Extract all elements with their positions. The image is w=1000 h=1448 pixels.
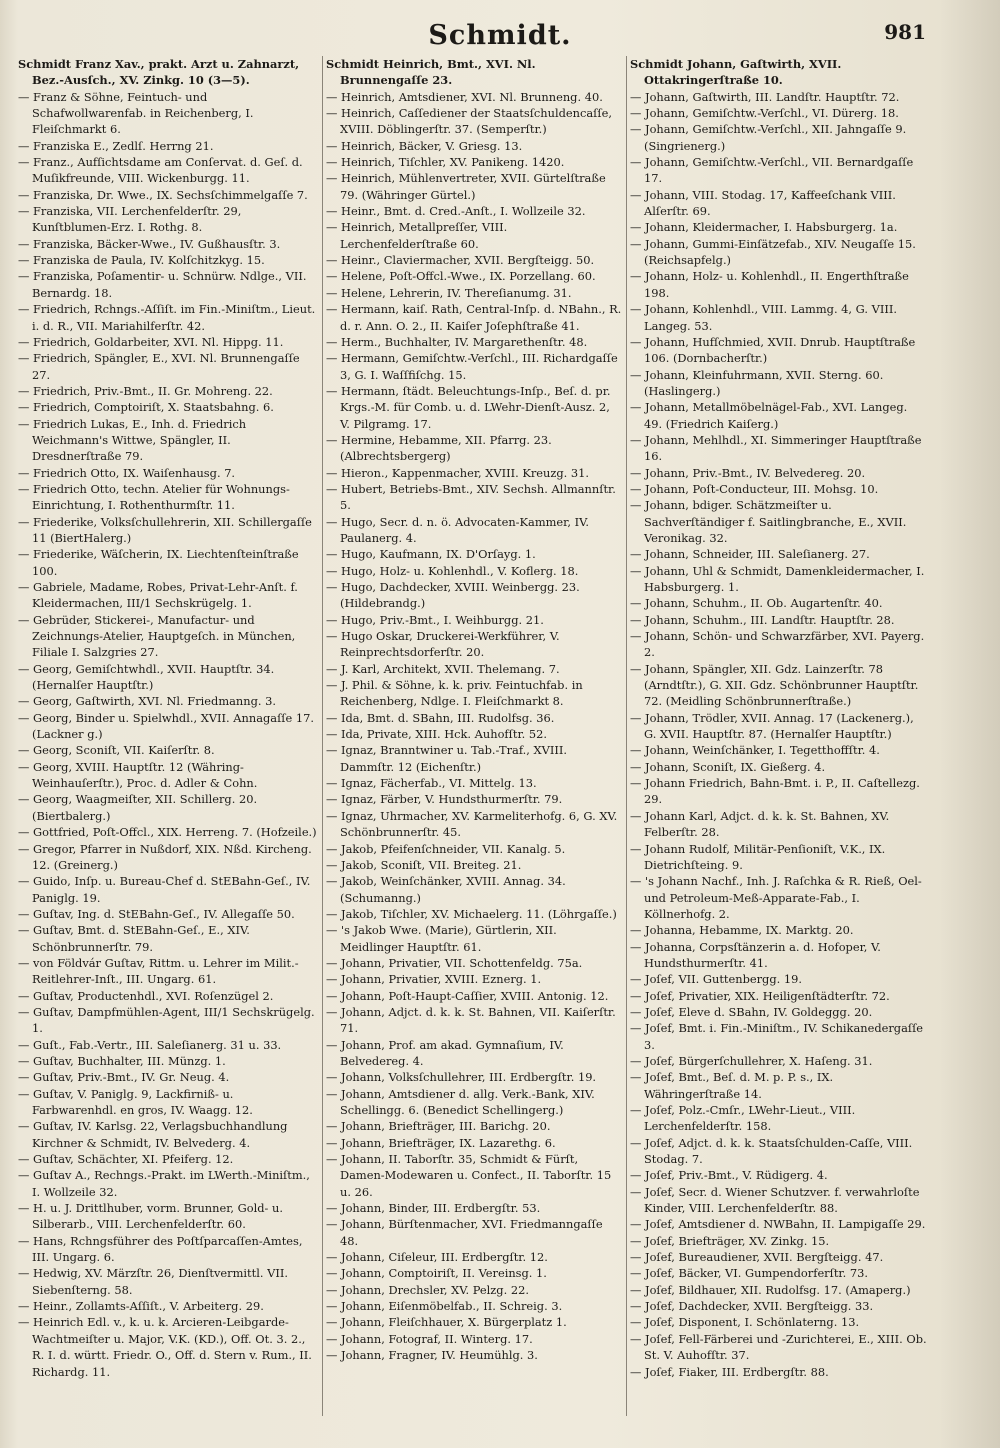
directory-entry: — Jakob, Tiſchler, XV. Michaelerg. 11. (Löhrgaſſe.) — [326, 906, 617, 921]
directory-entry: — Guſtav, Buchhalter, III. Münzg. 1. — [18, 1053, 226, 1068]
directory-entry: — Friederike, Wäſcherin, IX. Liechtenſteinſtraße 100. — [18, 547, 299, 578]
directory-entry: — Guſtav, V. Paniglg. 9, Lackfirniß- u. Farbwarenhdl. en gros, IV. Waagg. 12. — [18, 1086, 253, 1117]
directory-entry: — Johann, Gemiſchtw.-Verſchl., VI. Dürerg. 18. — [630, 106, 899, 121]
directory-entry: — Guſtav, Schächter, XI. Pfeiferg. 12. — [18, 1152, 234, 1167]
directory-entry: — Ignaz, Branntwiner u. Tab.-Traf., XVIII. Dammſtr. 12 (Eichenſtr.) — [326, 743, 567, 774]
directory-entry: — Joſef, VII. Guttenbergg. 19. — [630, 972, 802, 987]
directory-entry: — Helene, Lehrerin, IV. Thereſianumg. 31. — [326, 285, 572, 300]
directory-entry: — Johann, II. Taborſtr. 35, Schmidt & Fürſt, Damen-Modewaren u. Confect., II. Taborſtr. 15 u. 26. — [326, 1152, 612, 1199]
directory-entry: — Ida, Bmt. d. SBahn, III. Rudolfsg. 36. — [326, 710, 555, 725]
directory-entry: — Heinrich, Mühlenvertreter, XVII. Gürtelſtraße 79. (Währinger Gürtel.) — [326, 171, 606, 202]
directory-entry: — Gottfried, Poſt-Offcl., XIX. Herreng. 7. (Hofzeile.) — [18, 825, 317, 840]
directory-entry: — Johann, Volksſchullehrer, III. Erdbergſtr. 19. — [326, 1070, 597, 1085]
directory-entry: — Franziska, VII. Lerchenfelderſtr. 29, Kunſtblumen-Erz. I. Rothg. 8. — [18, 204, 242, 235]
directory-entry: — Heinr., Bmt. d. Cred.-Anſt., I. Wollzeile 32. — [326, 204, 586, 219]
directory-entry: — Johann, Poſt-Conducteur, III. Mohsg. 10. — [630, 481, 879, 496]
directory-entry: — J. Phil. & Söhne, k. k. priv. Feintuchfab. in Reichenberg, Ndlge. I. Fleiſchmarkt 8. — [326, 678, 583, 709]
directory-entry: — Johann, Holz- u. Kohlenhdl., II. Engerthſtraße 198. — [630, 269, 909, 300]
directory-entry: — Friedrich Otto, IX. Waiſenhausg. 7. — [18, 465, 236, 480]
directory-entry: — Johann, Gaſtwirth, III. Landſtr. Hauptſtr. 72. — [630, 89, 900, 104]
page-title: Schmidt. — [428, 20, 572, 51]
directory-entry: — Johann, Privatier, XVIII. Eznerg. 1. — [326, 972, 542, 987]
directory-entry: — Joſef, Priv.-Bmt., V. Rüdigerg. 4. — [630, 1168, 828, 1183]
directory-entry: — Johann, Schneider, III. Saleſianerg. 27. — [630, 547, 870, 562]
directory-entry: — Guſtav, Productenhdl., XVI. Roſenzügel 2. — [18, 988, 274, 1003]
directory-entry: — Franziska, Poſamentir- u. Schnürw. Ndlge., VII. Bernardg. 18. — [18, 269, 307, 300]
directory-entry: — Johann, Privatier, VII. Schottenfeldg. 75a. — [326, 955, 583, 970]
directory-entry: — Johann, Mehlhdl., XI. Simmeringer Hauptſtraße 16. — [630, 432, 922, 464]
directory-entry: — Hugo, Secr. d. n. ö. Advocaten-Kammer, IV. Paulanerg. 4. — [326, 514, 589, 545]
page-header — [0, 18, 1000, 58]
directory-entry: — Friederike, Volksſchullehrerin, XII. Schillergaſſe 11 (BiertHalerg.) — [18, 514, 312, 545]
directory-entry: — Joſef, Bmt. i. Fin.-Miniſtm., IV. Schikanedergaſſe 3. — [630, 1021, 924, 1052]
directory-entry: — Joſef, Bildhauer, XII. Rudolfsg. 17. (Amaperg.) — [630, 1282, 911, 1297]
directory-entry: — Johann Karl, Adjct. d. k. k. St. Bahnen, XV. Felberſtr. 28. — [630, 808, 890, 840]
directory-entry: — Joſef, Fiaker, III. Erdbergſtr. 88. — [630, 1364, 829, 1379]
directory-entry: — Johanna, Hebamme, IX. Marktg. 20. — [630, 923, 854, 938]
directory-entry: — Hedwig, XV. Märzſtr. 26, Dienſtvermittl. VII. Siebenſterng. 58. — [18, 1266, 288, 1297]
directory-entry: — Gregor, Pfarrer in Nußdorf, XIX. Nßd. Kircheng. 12. (Greinerg.) — [18, 841, 312, 872]
directory-entry: — Johann, Drechsler, XV. Pelzg. 22. — [326, 1282, 529, 1297]
directory-entry: — Johann, Schuhm., III. Landſtr. Hauptſtr. 28. — [630, 612, 895, 627]
directory-entry: — Hugo, Dachdecker, XVIII. Weinbergg. 23. (Hildebrandg.) — [326, 580, 580, 611]
directory-entry: — Hermann, Gemiſchtw.-Verſchl., III. Richardgaſſe 3, G. I. Waſſfiſchg. 15. — [326, 351, 618, 382]
directory-entry: — Johann, Spängler, XII. Gdz. Lainzerſtr. 78 (Arndtſtr.), G. XII. Gdz. Schönbrunner Hauptſtr. 72. (Meidling Schönbrunnerſtraße.) — [630, 661, 919, 709]
directory-entry: Schmidt Heinrich, Bmt., XVI. Nl. Brunnengaſſe 23. — [326, 57, 536, 88]
directory-entry: — Johanna, Corpsſtänzerin a. d. Hofoper, V. Hundsthurmerſtr. 41. — [630, 939, 881, 970]
directory-entry: — Joſef, Fell-Färberei und -Zurichterei, E., XIII. Ob. St. V. Auhofſtr. 37. — [630, 1331, 927, 1363]
directory-entry: — Guſtav, Dampfmühlen-Agent, III/1 Sechskrügelg. 1. — [18, 1004, 315, 1036]
directory-entry: Schmidt Franz Xav., prakt. Arzt u. Zahnarzt, Bez.-Ausſch., XV. Zinkg. 10 (3—5). — [18, 57, 300, 88]
directory-entry: — Johann, Gemiſchtw.-Verſchl., VII. Bernardgaſſe 17. — [630, 155, 914, 186]
directory-entry: — Guſtav A., Rechngs.-Prakt. im LWerth.-Miniſtm., I. Wollzeile 32. — [18, 1168, 310, 1199]
directory-entry: — Hermann, ſtädt. Beleuchtungs-Inſp., Beſ. d. pr. Krgs.-M. für Comb. u. d. LWehr-Dienſt-Ausz. 2, V. Pilgramg. 17. — [326, 383, 611, 431]
directory-entry: — Heinrich, Bäcker, V. Griesg. 13. — [326, 138, 523, 153]
directory-entry: — Ignaz, Uhrmacher, XV. Karmeliterhofg. 6, G. XV. Schönbrunnerſtr. 45. — [326, 808, 618, 840]
directory-entry: — Franziska, Dr. Wwe., IX. Sechsſchimmelgaſſe 7. — [18, 187, 308, 202]
directory-entry: — Franziska E., Zedlſ. Herrng 21. — [18, 138, 214, 153]
directory-entry: — Heinr., Zollamts-Aſſiſt., V. Arbeiterg. 29. — [18, 1299, 264, 1314]
directory-entry: — Friedrich, Goldarbeiter, XVI. Nl. Hippg. 11. — [18, 334, 284, 349]
directory-entry: — Guſtav, Priv.-Bmt., IV. Gr. Neug. 4. — [18, 1070, 230, 1085]
directory-entry: — Jakob, Pfeifenſchneider, VII. Kanalg. 5. — [326, 841, 566, 856]
page-fold-shadow — [940, 0, 1000, 1448]
directory-entry: — Hugo, Priv.-Bmt., I. Weihburgg. 21. — [326, 612, 544, 627]
directory-entry: — J. Karl, Architekt, XVII. Thelemang. 7. — [326, 661, 560, 676]
directory-entry: — Hugo, Holz- u. Kohlenhdl., V. Koflerg. 18. — [326, 563, 579, 578]
directory-entry: — Georg, Gaſtwirth, XVI. Nl. Friedmanng. 3. — [18, 694, 276, 709]
directory-entry: — Ignaz, Färber, V. Hundsthurmerſtr. 79. — [326, 792, 563, 807]
directory-entry: — Johann, Briefträger, III. Barichg. 20. — [326, 1119, 551, 1134]
directory-entry: — Georg, Binder u. Spielwhdl., XVII. Annagaſſe 17. (Lackner g.) — [18, 710, 314, 742]
directory-entry: — Johann, Fotograf, II. Winterg. 17. — [326, 1331, 533, 1346]
directory-entry: — Johann, Comptoiriſt, II. Vereinsg. 1. — [326, 1266, 547, 1281]
directory-entry: — Jakob, Sconiſt, VII. Breiteg. 21. — [326, 857, 522, 872]
directory-entry: — Helene, Poſt-Offcl.-Wwe., IX. Porzellang. 60. — [326, 269, 596, 284]
directory-entry: — Heinrich, Metallpreſſer, VIII. Lerchenfelderſtraße 60. — [326, 220, 508, 251]
directory-entry: — Johann, Kleinfuhrmann, XVII. Sterng. 60. (Haslingerg.) — [630, 367, 884, 398]
directory-entry: — Johann, Metallmöbelnägel-Fab., XVI. Langeg. 49. (Friedrich Kaiſerg.) — [630, 400, 908, 431]
directory-entry: — Johann, Hufſchmied, XVII. Dnrub. Hauptſtraße 106. (Dornbacherſtr.) — [630, 334, 916, 366]
directory-entry: — Johann, Trödler, XVII. Annag. 17 (Lackenerg.), G. XVII. Hauptſtr. 87. (Hernalſer Hauptſtr.) — [630, 710, 914, 742]
directory-entry: — Johann, Priv.-Bmt., IV. Belvedereg. 20. — [630, 465, 866, 480]
directory-entry: — Heinr., Claviermacher, XVII. Bergſteigg. 50. — [326, 253, 595, 268]
directory-entry: — H. u. J. Drittlhuber, vorm. Brunner, Gold- u. Silberarb., VIII. Lerchenfelderſtr. 60. — [18, 1201, 283, 1232]
directory-entry: — Herm., Buchhalter, IV. Margarethenſtr. 48. — [326, 334, 588, 349]
directory-entry: — Guſtav, Ing. d. StEBahn-Geſ., IV. Allegaſſe 50. — [18, 906, 295, 921]
directory-entry: — Guſtav, Bmt. d. StEBahn-Geſ., E., XIV. Schönbrunnerſtr. 79. — [18, 923, 250, 954]
directory-entry: — Georg, Gemiſchtwhdl., XVII. Hauptſtr. 34. (Hernalſer Hauptſtr.) — [18, 661, 275, 693]
directory-entry: — Joſef, Bmt., Beſ. d. M. p. P. s., IX. Währingerſtraße 14. — [630, 1070, 834, 1101]
directory-entry: — Johann, Schuhm., II. Ob. Augartenſtr. 40. — [630, 596, 883, 611]
directory-entry: — Joſef, Adjct. d. k. k. Staatsſchulden-Caſſe, VIII. Stodag. 7. — [630, 1135, 913, 1167]
directory-entry: — Franz., Aufſichtsdame am Conſervat. d. Geſ. d. Muſikfreunde, VIII. Wickenburgg. 11. — [18, 155, 303, 186]
directory-entry: — Johann, Ciſeleur, III. Erdbergſtr. 12. — [326, 1250, 548, 1265]
directory-entry: — Johann, Kohlenhdl., VIII. Lammg. 4, G. VIII. Langeg. 53. — [630, 302, 897, 333]
directory-entry: — Friedrich, Comptoiriſt, X. Staatsbahng. 6. — [18, 400, 274, 415]
directory-entry: — Johann, VIII. Stodag. 17, Kaffeeſchank VIII. Alſerſtr. 69. — [630, 187, 896, 219]
directory-entry: — Johann, Adjct. d. k. k. St. Bahnen, VII. Kaiſerſtr. 71. — [326, 1004, 616, 1036]
directory-entry: — Johann, Kleidermacher, I. Habsburgerg. 1a. — [630, 220, 898, 235]
directory-entry: — Johann, Schön- und Schwarzfärber, XVI. Payerg. 2. — [630, 629, 925, 660]
page-number: 981 — [884, 20, 926, 44]
directory-entry: — Heinrich, Amtsdiener, XVI. Nl. Brunneng. 40. — [326, 89, 603, 104]
directory-entry: Schmidt Johann, Gaſtwirth, XVII. Ottakringerſtraße 10. — [630, 57, 842, 88]
directory-entry: — Friedrich, Priv.-Bmt., II. Gr. Mohreng. 22. — [18, 383, 273, 398]
directory-entry: — Johann, Amtsdiener d. allg. Verk.-Bank, XIV. Schellingg. 6. (Benedict Schellingerg.) — [326, 1086, 595, 1117]
directory-entry: — Joſef, Bäcker, VI. Gumpendorferſtr. 73. — [630, 1266, 868, 1281]
directory-entry: — 's Johann Nachf., Inh. J. Raſchka & R. Rieß, Oel- und Petroleum-Meß-Apparate-Fab., I. Köllnerhofg. 2. — [630, 874, 922, 921]
directory-entry: — Friedrich Otto, techn. Atelier für Wohnungs-Einrichtung, I. Rothenthurmſtr. 11. — [18, 481, 290, 513]
directory-entry: — Hans, Rchngsführer des Poſtſparcaſſen-Amtes, III. Ungarg. 6. — [18, 1233, 303, 1265]
directory-entry: — Johann, Fleiſchhauer, X. Bürgerplatz 1. — [326, 1315, 567, 1330]
directory-entry: — Georg, Waagmeiſter, XII. Schillerg. 20. (Biertbalerg.) — [18, 792, 258, 823]
column-1 — [18, 56, 318, 1426]
directory-entry: — Franziska de Paula, IV. Kolſchitzkyg. 15. — [18, 253, 265, 268]
directory-entry: — Franziska, Bäcker-Wwe., IV. Gußhausſtr. 3. — [18, 236, 281, 251]
directory-entry: — Hubert, Betriebs-Bmt., XIV. Sechsh. Allmannſtr. 5. — [326, 481, 616, 513]
directory-columns — [18, 56, 928, 1426]
directory-entry: — Johann, Gummi-Einſätzefab., XIV. Neugaſſe 15. (Reichsapfelg.) — [630, 236, 916, 268]
directory-entry: — Joſef, Bürgerſchullehrer, X. Haſeng. 31. — [630, 1053, 873, 1068]
directory-entry: — Friedrich, Rchngs.-Aſſiſt. im Fin.-Miniſtm., Lieut. i. d. R., VII. Mariahilferſtr. 42. — [18, 302, 316, 333]
directory-entry: — Johann, Poſt-Haupt-Caſſier, XVIII. Antonig. 12. — [326, 988, 609, 1003]
directory-entry: — Joſef, Eleve d. SBahn, IV. Goldeggg. 20. — [630, 1004, 873, 1019]
directory-entry: — Joſef, Disponent, I. Schönlaterng. 13. — [630, 1315, 860, 1330]
directory-entry: — Ida, Private, XIII. Hck. Auhofſtr. 52. — [326, 727, 547, 742]
directory-entry: — Hermann, kaiſ. Rath, Central-Inſp. d. NBahn., R. d. r. Ann. O. 2., II. Kaiſer Joſephſtraße 41. — [326, 302, 622, 333]
directory-entry: — Johann, Sconiſt, IX. Gießerg. 4. — [630, 759, 826, 774]
directory-entry: — Heinrich, Caſſediener der Staatsſchuldencaſſe, XVIII. Döblingerſtr. 37. (Semperſtr.) — [326, 106, 612, 137]
directory-entry: — Guſt., Fab.-Vertr., III. Saleſianerg. 31 u. 33. — [18, 1037, 282, 1052]
directory-entry: — Johann, Binder, III. Erdbergſtr. 53. — [326, 1201, 541, 1216]
directory-entry: — 's Jakob Wwe. (Marie), Gürtlerin, XII. Meidlinger Hauptſtr. 61. — [326, 923, 557, 954]
directory-entry: — Franz & Söhne, Feintuch- und Schafwollwarenfab. in Reichenberg, I. Fleiſchmarkt 6. — [18, 89, 254, 137]
directory-entry: — Johann, Gemiſchtw.-Verſchl., XII. Jahngaſſe 9. (Singrienerg.) — [630, 122, 907, 153]
directory-entry: — Johann, Fragner, IV. Heumühlg. 3. — [326, 1348, 538, 1363]
directory-entry: — Joſef, Privatier, XIX. Heiligenſtädterſtr. 72. — [630, 988, 890, 1003]
directory-entry: — Johann Rudolf, Militär-Penſioniſt, V.K., IX. Dietrichſteing. 9. — [630, 841, 886, 872]
directory-entry: — Johann, Bürſtenmacher, XVI. Friedmanngaſſe 48. — [326, 1217, 603, 1248]
directory-entry: — Jakob, Weinſchänker, XVIII. Annag. 34. (Schumanng.) — [326, 874, 566, 905]
directory-entry: — Johann, Prof. am akad. Gymnaſium, IV. Belvedereg. 4. — [326, 1037, 564, 1068]
directory-entry: — Hieron., Kappenmacher, XVIII. Kreuzg. 31. — [326, 465, 590, 480]
directory-entry: — Friedrich, Spängler, E., XVI. Nl. Brunnengaſſe 27. — [18, 351, 300, 382]
directory-entry: — Johann, Weinſchänker, I. Tegetthoffſtr. 4. — [630, 743, 880, 758]
directory-entry: — Gebrüder, Stickerei-, Manufactur- und Zeichnungs-Atelier, Hauptgeſch. in München, Filiale I. Salzgries 27. — [18, 612, 296, 660]
column-3 — [630, 56, 928, 1426]
directory-entry: — Joſef, Polz.-Cmſr., LWehr-Lieut., VIII. Lerchenfelderſtr. 158. — [630, 1103, 856, 1134]
directory-entry: — Joſef, Dachdecker, XVII. Bergſteigg. 33. — [630, 1299, 874, 1314]
directory-entry: — Johann, bdiger. Schätzmeiſter u. Sachverſtändiger f. Saitlingbranche, E., XVII. Veronikag. 32. — [630, 498, 907, 545]
directory-entry: — Hugo, Kaufmann, IX. D'Orſayg. 1. — [326, 547, 536, 562]
directory-entry: — Georg, XVIII. Hauptſtr. 12 (Währing-Weinhauſerſtr.), Proc. d. Adler & Cohn. — [18, 759, 258, 791]
directory-entry: — Johann, Uhl & Schmidt, Damenkleidermacher, I. Habsburgerg. 1. — [630, 563, 925, 594]
directory-entry: — Heinrich, Tiſchler, XV. Panikeng. 1420. — [326, 155, 565, 170]
directory-entry: — Joſef, Secr. d. Wiener Schutzver. f. verwahrloſte Kinder, VIII. Lerchenfelderſtr. 88. — [630, 1184, 920, 1216]
directory-entry: — von Földvár Guſtav, Rittm. u. Lehrer im Milit.-Reitlehrer-Inſt., III. Ungarg. 61. — [18, 955, 299, 987]
directory-entry: — Hugo Oskar, Druckerei-Werkführer, V. Reinprechtsdorferſtr. 20. — [326, 629, 560, 660]
directory-entry: — Joſef, Briefträger, XV. Zinkg. 15. — [630, 1233, 830, 1248]
directory-entry: — Heinrich Edl. v., k. u. k. Arcieren-Leibgarde-Wachtmeiſter u. Major, V.K. (KD.), Off. Ot. 3. 2., R. I. d. württ. Friedr. O., Off. d. Stern v. Rum., II. Richardg. 11. — [18, 1315, 312, 1379]
directory-entry: — Georg, Sconiſt, VII. Kaiſerſtr. 8. — [18, 743, 215, 758]
directory-entry: — Johann, Eiſenmöbelfab., II. Schreig. 3. — [326, 1299, 563, 1314]
directory-entry: — Hermine, Hebamme, XII. Pfarrg. 23. (Albrechtsbergerg) — [326, 432, 552, 464]
column-2 — [326, 56, 622, 1426]
directory-entry: — Johann Friedrich, Bahn-Bmt. i. P., II. Caſtellezg. 29. — [630, 776, 920, 807]
directory-entry: — Gabriele, Madame, Robes, Privat-Lehr-Anſt. f. Kleidermachen, III/1 Sechskrügelg. 1. — [18, 580, 298, 611]
directory-entry: — Joſef, Amtsdiener d. NWBahn, II. Lampigaſſe 29. — [630, 1217, 926, 1232]
directory-entry: — Joſef, Bureaudiener, XVII. Bergſteigg. 47. — [630, 1250, 884, 1265]
directory-entry: — Johann, Briefträger, IX. Lazarethg. 6. — [326, 1135, 556, 1150]
directory-entry: — Guſtav, IV. Karlsg. 22, Verlagsbuchhandlung Kirchner & Schmidt, IV. Belvederg. 4. — [18, 1119, 288, 1150]
directory-entry: — Guido, Inſp. u. Bureau-Chef d. StEBahn-Geſ., IV. Paniglg. 19. — [18, 874, 311, 905]
directory-entry: — Friedrich Lukas, E., Inh. d. Friedrich Weichmann's Wittwe, Spängler, II. Dresdnerſtraße 79. — [18, 416, 247, 464]
directory-entry: — Ignaz, Fächerfab., VI. Mittelg. 13. — [326, 776, 537, 791]
